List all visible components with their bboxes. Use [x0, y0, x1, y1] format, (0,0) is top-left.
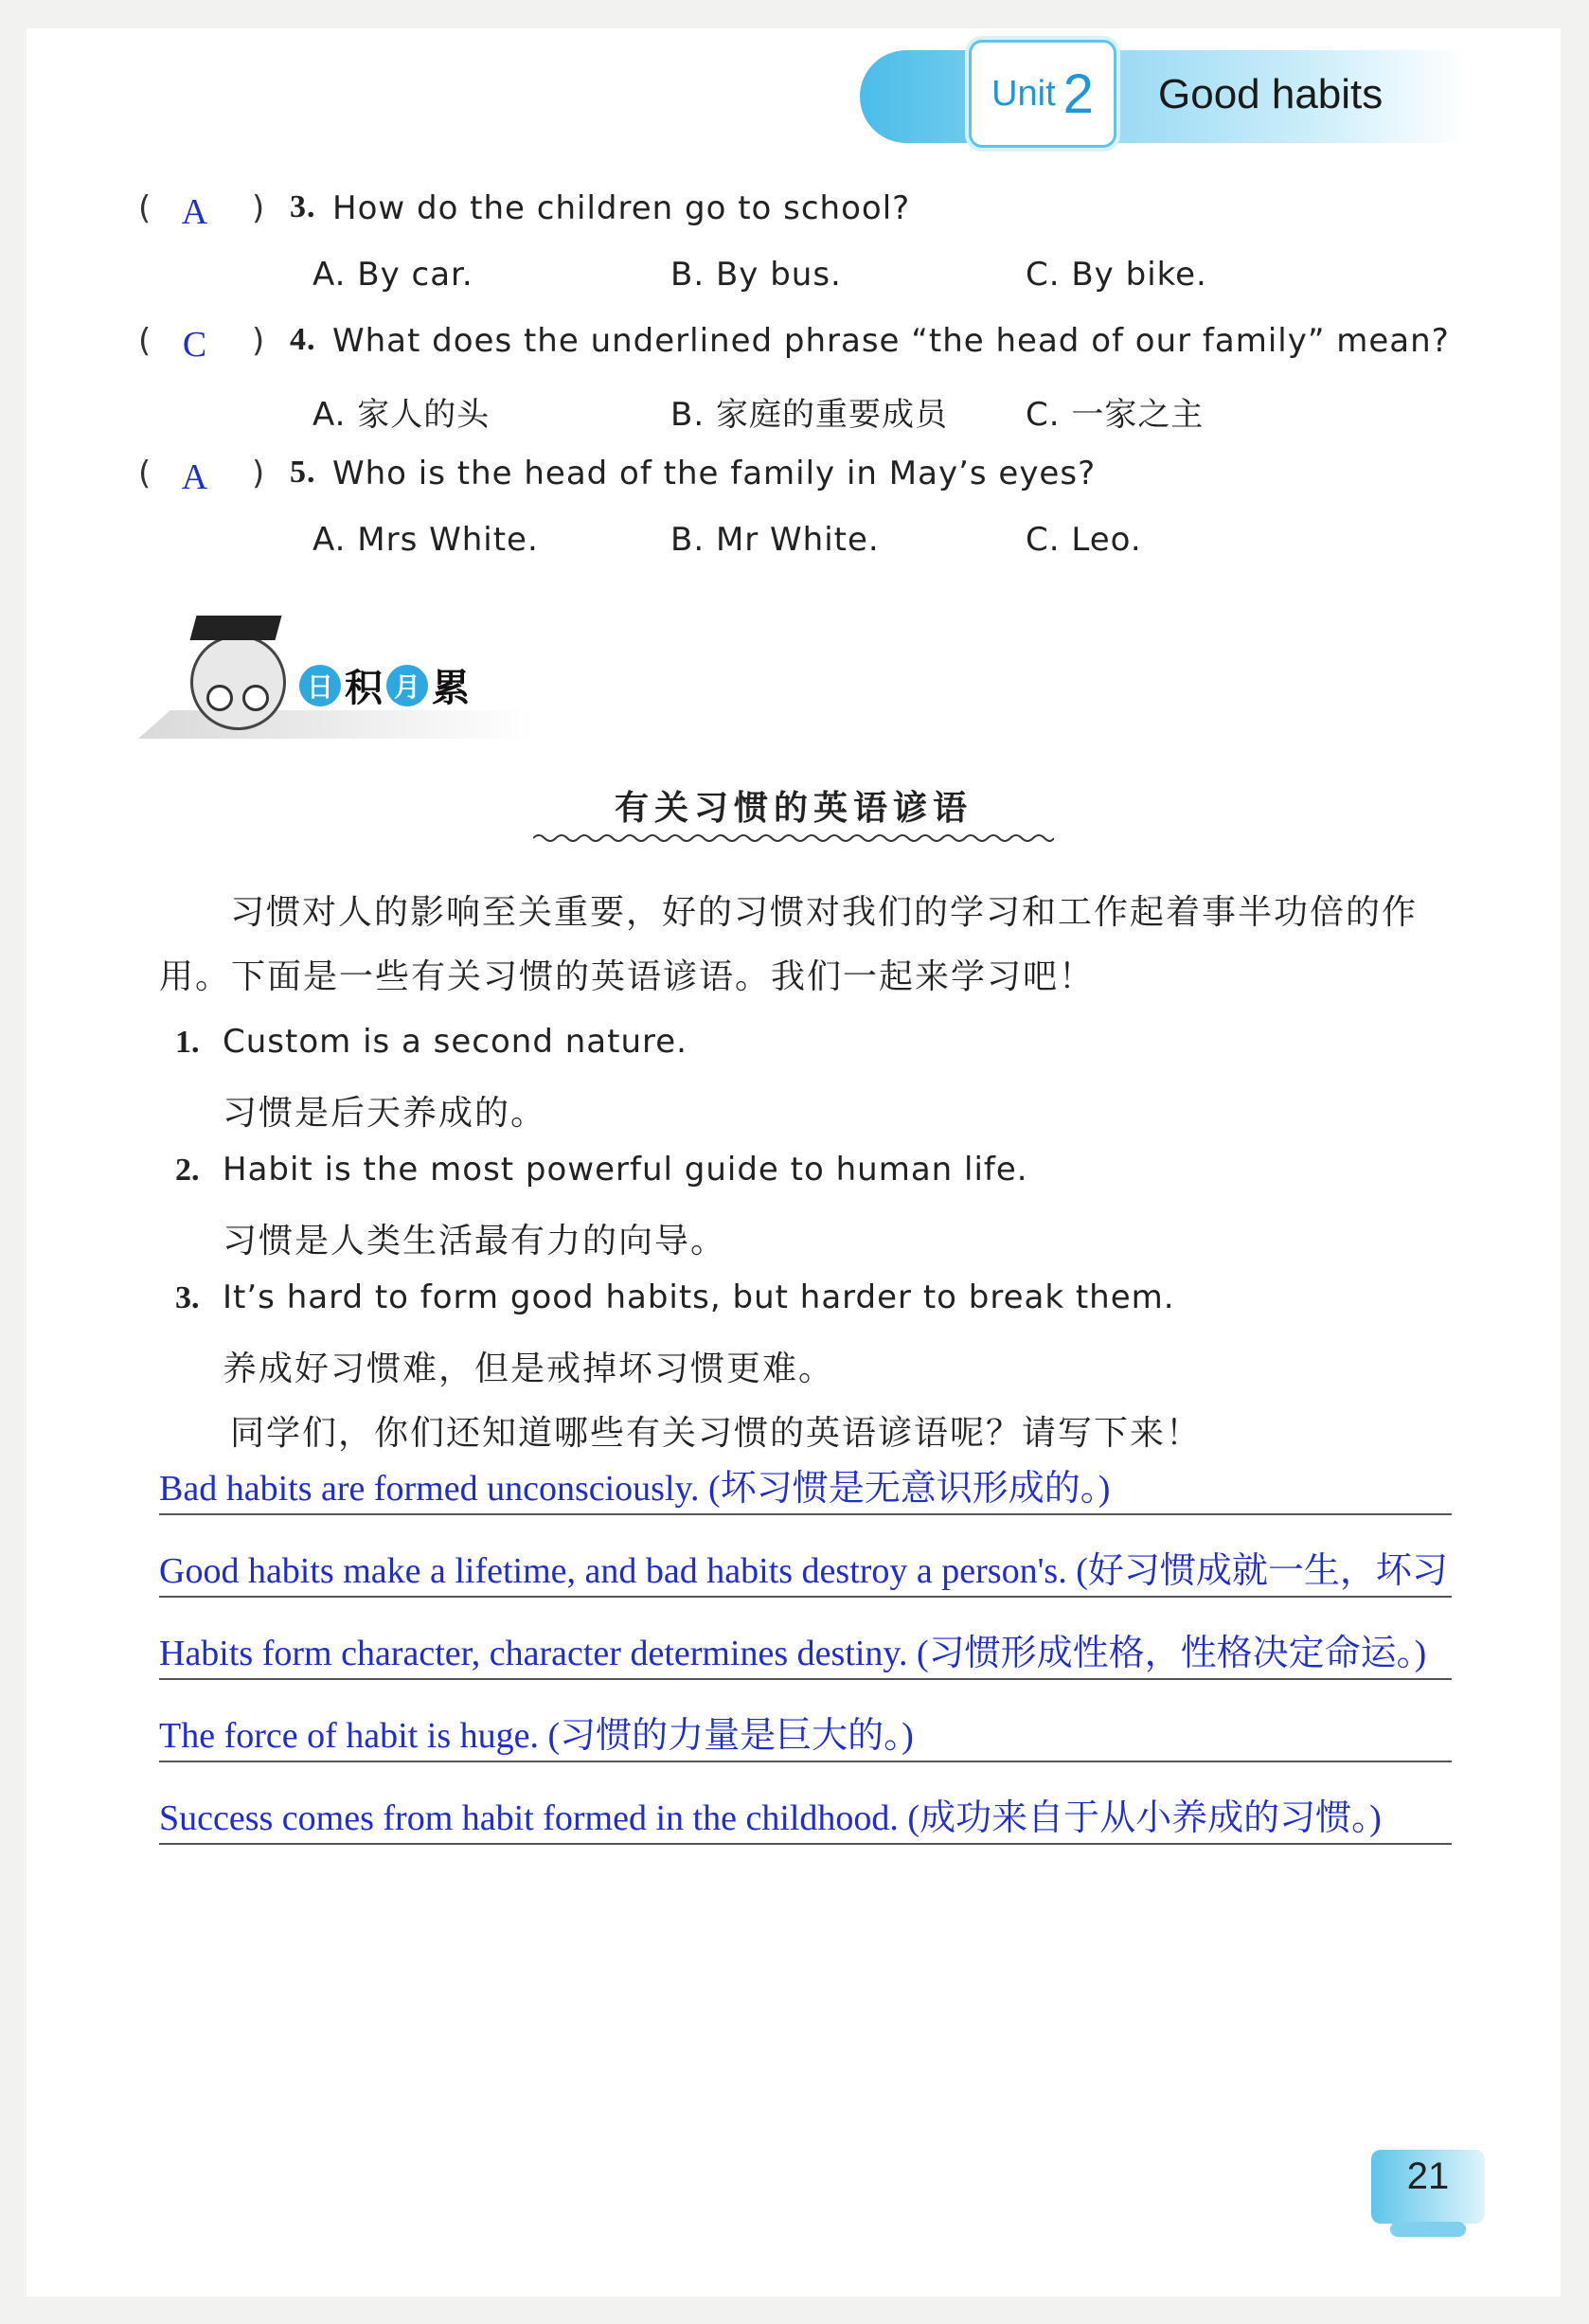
section-badge — [138, 616, 536, 739]
proverb-number: 3. — [175, 1280, 200, 1315]
question-5 — [138, 455, 1464, 511]
badge-char: 日 — [299, 665, 341, 706]
open-paren: ( — [138, 455, 152, 492]
option-c: C. By bike. — [1026, 256, 1207, 294]
badge-shadow — [138, 710, 536, 739]
mascot-eye — [242, 685, 269, 711]
option-a: A. By car. — [312, 256, 473, 294]
badge-char: 累 — [432, 667, 470, 710]
option-c: C. Leo. — [1026, 521, 1142, 559]
answer-letter: C — [182, 325, 208, 365]
unit-label — [969, 40, 1116, 148]
write-prompt: 同学们，你们还知道哪些有关习惯的英语谚语呢？请写下来！ — [230, 1414, 1203, 1453]
section-title: 有关习惯的英语谚语 — [614, 789, 973, 828]
proverb-chinese: 养成好习惯难，但是戒掉坏习惯更难。 — [223, 1350, 835, 1388]
unit-title: Good habits — [1158, 71, 1384, 117]
mascot-eye — [206, 685, 233, 711]
close-paren: ) — [252, 322, 266, 360]
question-text: Who is the head of the family in May’s eyes? — [332, 455, 1097, 492]
intro-line-2: 用。下面是一些有关习惯的英语谚语。我们一起来学习吧！ — [159, 957, 1096, 996]
badge-title — [299, 658, 470, 712]
close-paren: ) — [252, 455, 266, 492]
badge-char: 月 — [386, 665, 428, 706]
wavy-underline — [533, 831, 1054, 845]
proverb-english: It’s hard to form good habits, but harder to break them. — [223, 1278, 1175, 1316]
signboard-base — [1390, 2222, 1466, 2237]
option-b: B. Mr White. — [670, 521, 880, 559]
answer-line-2[interactable]: Good habits make a lifetime, and bad habits destroy a person's. (好习惯成就一生，坏习 — [159, 1551, 1448, 1591]
question-3 — [138, 189, 1464, 246]
option-b: B. 家庭的重要成员 — [670, 396, 948, 434]
open-paren: ( — [138, 189, 152, 227]
question-4 — [138, 322, 1483, 379]
proverb-number: 2. — [175, 1153, 200, 1188]
question-text: How do the children go to school? — [332, 189, 911, 227]
answer-line-2-rule — [159, 1596, 1452, 1598]
question-number: 5. — [290, 455, 316, 490]
question-number: 3. — [290, 189, 316, 224]
option-a: A. Mrs White. — [312, 521, 539, 559]
workbook-page — [27, 28, 1561, 2297]
proverb-chinese: 习惯是后天养成的。 — [223, 1094, 547, 1133]
answer-letter: A — [181, 457, 209, 497]
badge-char: 积 — [345, 667, 383, 710]
page-number-badge — [1352, 2140, 1494, 2244]
unit-number: 2 — [1062, 63, 1094, 125]
close-paren: ) — [252, 189, 266, 227]
proverb-english: Custom is a second nature. — [223, 1023, 687, 1061]
answer-letter: A — [181, 192, 209, 232]
answer-line-3[interactable]: Habits form character, character determines destiny. (习惯形成性格，性格决定命运。) — [159, 1623, 1452, 1680]
proverb-english: Habit is the most powerful guide to human life. — [223, 1151, 1028, 1189]
mascot-icon — [190, 635, 286, 730]
option-a: A. 家人的头 — [312, 396, 491, 434]
intro-line-1: 习惯对人的影响至关重要，好的习惯对我们的学习和工作起着事半功倍的作 — [230, 893, 1419, 932]
proverb-number: 1. — [175, 1025, 200, 1060]
unit-word: Unit — [991, 73, 1056, 114]
page-number: 21 — [1406, 2155, 1450, 2197]
question-number: 4. — [290, 322, 316, 357]
open-paren: ( — [138, 322, 152, 360]
question-text: What does the underlined phrase “the head of our family” mean? — [332, 322, 1450, 360]
graduation-cap-icon — [190, 616, 282, 640]
option-c: C. 一家之主 — [1026, 396, 1205, 434]
answer-line-1[interactable]: Bad habits are formed unconsciously. (坏习惯是无意识形成的。) — [159, 1458, 1452, 1515]
answer-line-4[interactable]: The force of habit is huge. (习惯的力量是巨大的。) — [159, 1706, 1452, 1762]
proverb-chinese: 习惯是人类生活最有力的向导。 — [223, 1222, 727, 1260]
answer-line-5[interactable]: Success comes from habit formed in the childhood. (成功来自于从小养成的习惯。) — [159, 1788, 1452, 1845]
option-b: B. By bus. — [670, 256, 842, 294]
